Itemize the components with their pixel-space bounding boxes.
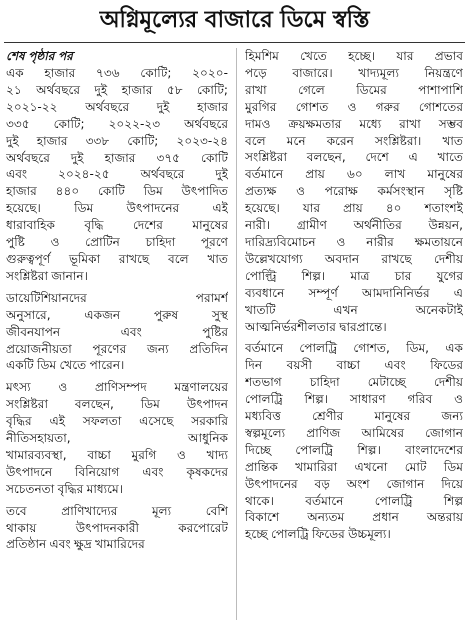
headline-rule [4, 42, 465, 43]
text-line: শতভাগ চাহিদা মেটাচ্ছে দেশীয় [245, 375, 463, 390]
text-line: বলে মনে করেন সংশ্লিষ্টরা। খাত [245, 133, 463, 148]
text-line: উল্লেখযোগ্য অবদান রাখছে দেশীয় [245, 251, 463, 266]
text-line: ডায়েটিশিয়ানদের পরামর্শ [6, 290, 228, 305]
text-line: নীতিসহায়তা, আধুনিক [6, 431, 228, 446]
paragraph [6, 290, 228, 375]
text-line: সংশ্লিষ্টরা বলছেন, ডিম উৎপাদন [6, 397, 228, 412]
text-line: হয়েছে। ডিম উৎপাদনের এই [6, 201, 228, 216]
paragraph [6, 503, 228, 554]
text-line: দিন বয়সী বাচ্চা এবং ফিডের [245, 358, 463, 373]
text-line: খাতটি এখন অনেকটাই [245, 302, 463, 317]
text-line: খামারব্যবস্থা, বাচ্চা মুরগি ও খাদ্য [6, 447, 228, 462]
text-line: সংশ্লিষ্টরা জানান। [6, 268, 88, 283]
text-line: প্রান্তিক খামারিরা এখনো মোট ডিম [245, 459, 463, 474]
text-line: একটি ডিম খেতে পারেন। [6, 358, 125, 373]
text-line: পোলট্রি শিল্প। সাধারণ গরিব ও [245, 392, 463, 407]
text-line: তবে প্রাণিখাদ্যের মূল্য বেশি [6, 503, 228, 518]
text-line: দিচ্ছে পোলট্রি শিল্প। বাংলাদেশের [245, 442, 463, 457]
text-line: আত্মনির্ভরশীলতার দ্বারপ্রান্তে। [245, 319, 387, 334]
text-line: প্রতিষ্ঠান এবং ক্ষুদ্র খামারিদের [6, 537, 145, 552]
text-line: পোল্ট্রি শিল্প। মাত্র চার যুগের [245, 268, 463, 283]
text-line: থাকে। বর্তমানে পোলট্রি শিল্প [245, 493, 463, 508]
text-line: উৎপাদনের বড় অংশ জোগান দিয়ে [245, 476, 463, 491]
paragraph [245, 340, 463, 543]
text-line: ব্যবধানে সম্পূর্ণ আমদানিনির্ভর এ [245, 285, 463, 300]
text-line: বৃদ্ধির এই সফলতা এসেছে সরকারি [6, 414, 228, 429]
text-line: দুই হাজার ৩৩৮ কোটি; ২০২৩-২৪ [6, 133, 228, 148]
text-line: ২১ অর্থবছরে দুই হাজার ৫৮ কোটি; [6, 82, 228, 97]
text-line: সচেতনতা বৃদ্ধির মাধ্যমে। [6, 481, 124, 496]
text-line: পুষ্টি ও প্রোটিন চাহিদা পূরণে [6, 235, 228, 250]
text-line: বিকাশে অন্যতম প্রধান অন্তরায় [245, 510, 463, 525]
text-line: এবং ২০২৪-২৫ অর্থবছরে দুই [6, 167, 228, 182]
text-line: দামও ক্রয়ক্ষমতার মধ্যে রাখা সম্ভব [245, 116, 463, 131]
text-line: বর্তমানে পোলট্রি গোশত, ডিম, এক [245, 341, 463, 356]
text-line: প্রত্যক্ষ ও পরোক্ষ কর্মসংস্থান সৃষ্টি [245, 184, 463, 199]
right-column [245, 48, 463, 543]
text-line: রাখা গেলে ডিমের পাশাপাশি [245, 82, 463, 97]
text-line: ৩৩৫ কোটি; ২০২২-২৩ অর্থবছরে [6, 116, 228, 131]
text-line: মৎস্য ও প্রাণিসম্পদ মন্ত্রণালয়ের [6, 380, 228, 395]
text-line: ২০২১-২২ অর্থবছরে দুই হাজার [6, 99, 228, 114]
text-line: হিমশিম খেতে হচ্ছে। যার প্রভাব [245, 49, 463, 63]
text-line: মুরগির গোশত ও গরুর গোশতের [245, 99, 463, 114]
headline: অগ্নিমূল্যের বাজারে ডিমে স্বস্তি [99, 7, 370, 33]
paragraph [6, 65, 228, 285]
text-line: থাকায় উৎপাদনকারী করপোরেট [6, 520, 228, 535]
text-line: প্রয়োজনীয়তা পূরণের জন্য প্রতিদিন [6, 341, 228, 356]
text-line: সংশ্লিষ্টরা বলছেন, দেশে এ খাতে [245, 150, 463, 165]
text-line: এক হাজার ৭৩৬ কোটি; ২০২০- [6, 66, 228, 80]
paragraph [6, 379, 228, 497]
left-column-body [6, 65, 228, 553]
left-column [6, 48, 228, 553]
continuation-label: শেষ পৃষ্ঠার পর [6, 49, 73, 63]
text-line: বর্তমানে প্রায় ৬০ লাখ মানুষের [245, 167, 463, 182]
text-line: পড়ে বাজারে। খাদ্যমূল্য নিয়ন্ত্রণে [245, 65, 463, 80]
paragraph [245, 48, 463, 335]
text-line: জীবনযাপন এবং পুষ্টির [6, 324, 228, 339]
text-line: হাজার ৪৪০ কোটি ডিম উৎপাদিত [6, 184, 228, 199]
text-line: দারিদ্র্যবিমোচন ও নারীর ক্ষমতায়নে [245, 234, 463, 249]
text-line: মধ্যবিত্ত শ্রেণীর মানুষের জন্য [245, 409, 463, 424]
text-line: অনুসারে, একজন পুরুষ সুস্থ [6, 307, 228, 322]
text-line: উৎপাদনে বিনিয়োগ এবং কৃষকদের [6, 464, 228, 479]
text-line: স্বল্পমূল্যে প্রাণিজ আমিষের জোগান [245, 425, 463, 440]
right-column-body [245, 48, 463, 543]
text-line: অর্থবছরে দুই হাজার ৩৭৫ কোটি [6, 150, 228, 165]
text-line: হয়েছে। যার প্রায় ৪০ শতাংশই [245, 201, 463, 216]
text-line: ধারাবাহিক বৃদ্ধি দেশের মানুষের [6, 218, 228, 233]
column-divider [236, 48, 237, 620]
text-line: নারী। গ্রামীণ অর্থনীতির উন্নয়ন, [245, 218, 463, 233]
text-line: গুরুত্বপূর্ণ ভূমিকা রাখছে বলে খাত [6, 251, 228, 266]
text-line: হচ্ছে পোলট্রি ফিডের উচ্চমূল্য। [245, 527, 391, 542]
